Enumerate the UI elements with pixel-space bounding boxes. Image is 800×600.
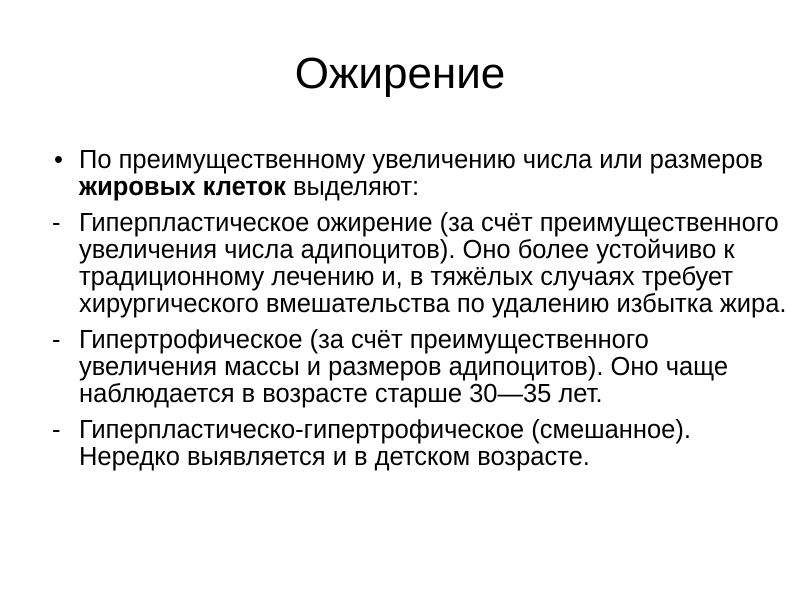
dash-marker: -: [52, 416, 61, 444]
slide-title: Ожирение: [294, 49, 506, 98]
list-item-mixed: [48, 417, 788, 471]
intro-text-before: По преимущественному увеличению числа или размеров: [79, 146, 764, 174]
list-item-hypertrophic: [48, 327, 788, 408]
mixed-text: Гиперпластическо-гипертрофическое (смешанное). Нередко выявляется и в детском возрасте.: [79, 416, 691, 471]
bullet-marker: •: [54, 146, 63, 174]
list-item-hyperplastic: [48, 210, 788, 318]
hypertrophic-text: Гипертрофическое (за счёт преимущественного увеличения массы и размеров адипоцитов). Оно чаще наблюдается в возрасте старше 30—35 лет.: [79, 326, 729, 408]
dash-marker: -: [52, 326, 61, 354]
intro-text-after: выделяют:: [285, 173, 420, 201]
hyperplastic-text: Гиперпластическое ожирение (за счёт преимущественного увеличения числа адипоцитов). Оно более устойчиво к традиционному лечению и, в тяжёлых случаях требует хирургического вмешательства по удалению избытка жира.: [79, 209, 787, 318]
dash-marker: -: [52, 209, 61, 237]
intro-text-bold: жировых клеток: [79, 173, 286, 201]
slide-body: [48, 147, 788, 480]
list-item-intro: [48, 147, 788, 201]
